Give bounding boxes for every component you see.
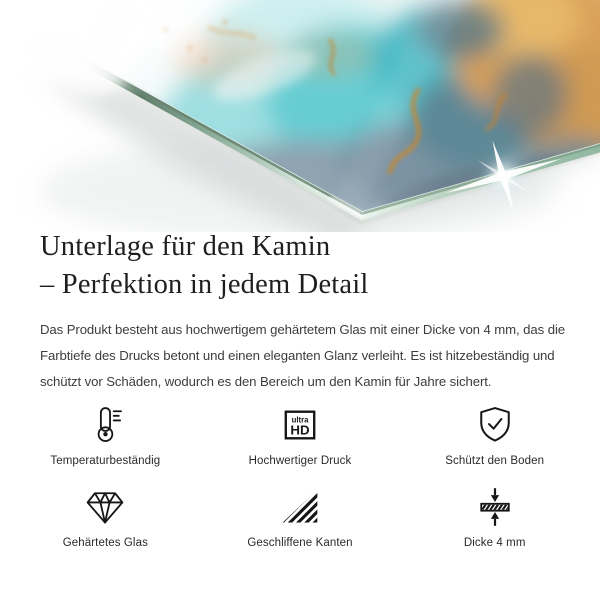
description-line: Farbtiefe des Drucks betont und einen eleganten Glanz verleiht. Es ist hitzebeständig und	[40, 348, 555, 363]
feature-grid	[8, 402, 592, 549]
page-title-line-2: – Perfektion in jedem Detail	[40, 269, 369, 300]
feature-label: Temperaturbeständig	[50, 455, 161, 467]
feature-temperature	[8, 402, 203, 467]
glass-panel-illustration	[0, 0, 600, 232]
feature-label: Schützt den Boden	[445, 455, 545, 467]
feature-polished-edges	[203, 484, 398, 549]
diamond-icon	[83, 484, 127, 530]
product-photo	[0, 0, 600, 232]
product-description	[40, 317, 570, 395]
page-title	[40, 228, 570, 304]
feature-thickness	[397, 484, 592, 549]
thermometer-icon	[83, 402, 127, 448]
description-line: schützt vor Schäden, wodurch es den Bereich um den Kamin für Jahre sichert.	[40, 374, 492, 389]
shield-check-icon	[473, 402, 517, 448]
feature-label: Dicke 4 mm	[463, 537, 526, 549]
feature-floor-protection	[397, 402, 592, 467]
feature-label: Hochwertiger Druck	[248, 455, 352, 467]
ultra-hd-text-top: ultra	[291, 415, 309, 425]
polished-edges-icon	[278, 484, 322, 530]
thickness-icon	[473, 484, 517, 530]
feature-print-quality	[203, 402, 398, 467]
feature-label: Geschliffene Kanten	[247, 537, 353, 549]
feature-label: Gehärtetes Glas	[62, 537, 148, 549]
ultra-hd-text-bottom: HD	[290, 422, 310, 438]
feature-tempered-glass	[8, 484, 203, 549]
page-title-line-1: Unterlage für den Kamin	[40, 231, 331, 262]
product-copy	[40, 228, 570, 395]
ultra-hd-icon	[278, 402, 322, 448]
description-line: Das Produkt besteht aus hochwertigem gehärtetem Glas mit einer Dicke von 4 mm, das die	[40, 322, 566, 337]
